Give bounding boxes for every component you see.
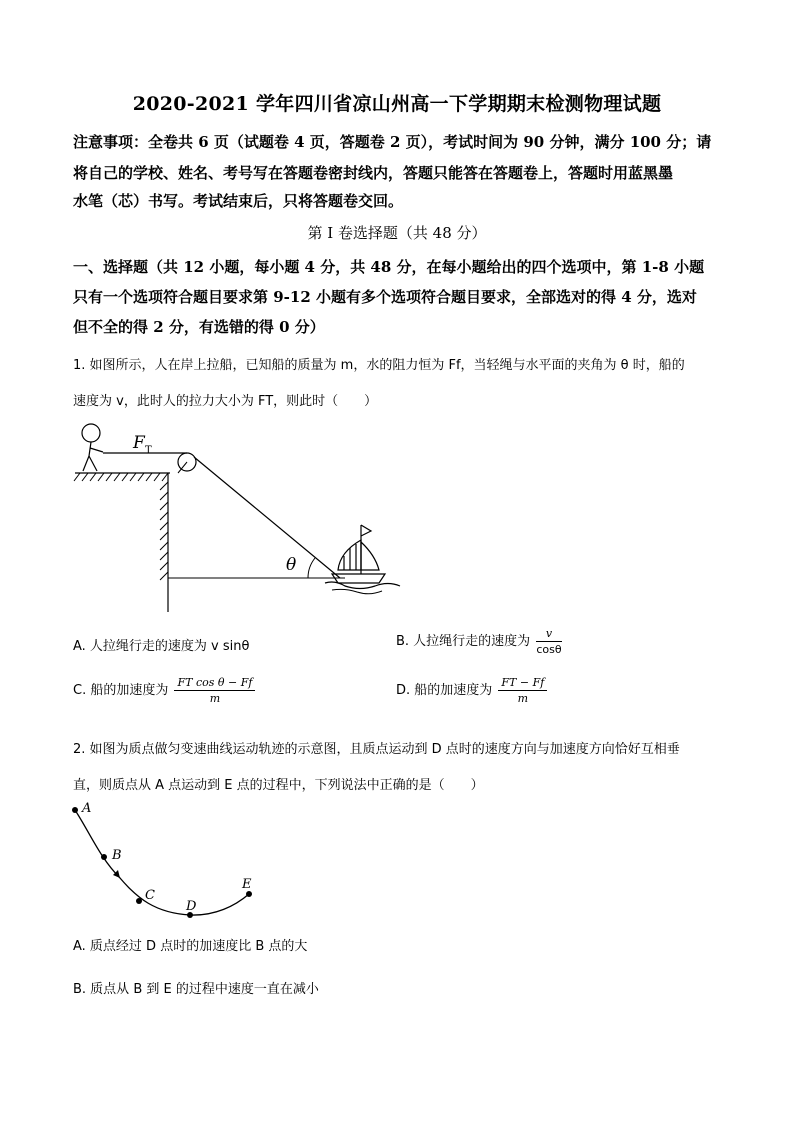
- question-1-option-a: A. 人拉绳行走的速度为 v sinθ: [73, 639, 250, 654]
- option-c-numerator: FT cos θ − Ff: [174, 676, 255, 691]
- question-1-option-b: [396, 627, 562, 656]
- point-d-label: D: [186, 899, 197, 914]
- option-d-fraction: [498, 676, 547, 705]
- point-b-label: B: [112, 848, 122, 863]
- point-a-label: A: [82, 801, 92, 816]
- person-body: [83, 442, 103, 471]
- question-2-stem-line-2: 直，则质点从 A 点运动到 E 点的过程中，下列说法中正确的是（ ）: [73, 778, 484, 793]
- point-e-label: E: [242, 877, 252, 892]
- force-label: F: [133, 433, 145, 453]
- part1-instructions-line-1: 一、选择题（共 12 小题，每小题 4 分，共 48 分，在每小题给出的四个选项中，第 1-8 小题: [73, 258, 705, 276]
- question-1-option-c: [73, 676, 255, 705]
- part1-instructions-line-3: 但不全的得 2 分，有选错的得 0 分）: [73, 318, 325, 336]
- notice-line-3: 水笔（芯）书写。考试结束后，只将答题卷交回。: [73, 192, 404, 210]
- option-c-fraction: [174, 676, 255, 705]
- notice-line-1: 注意事项：全卷共 6 页（试题卷 4 页，答题卷 2 页），考试时间为 90 分钟，满分 100 分；请: [73, 133, 712, 151]
- option-b-fraction: [536, 627, 561, 656]
- force-label-subscript: T: [145, 445, 152, 456]
- bank-hatch: [74, 473, 168, 481]
- point-c-label: C: [145, 888, 155, 903]
- question-1-stem-line-1: 1. 如图所示，人在岸上拉船，已知船的质量为 m，水的阻力恒为 Ff，当轻绳与水平面的夹角为 θ 时，船的: [73, 358, 685, 373]
- person-head: [82, 424, 100, 442]
- question-2-option-a: A. 质点经过 D 点时的加速度比 B 点的大: [73, 939, 308, 954]
- option-b-numerator: v: [536, 627, 561, 642]
- option-d-prefix: D. 船的加速度为: [396, 683, 493, 698]
- point-c-dot: [136, 898, 142, 904]
- option-c-denominator: m: [209, 692, 221, 705]
- question-1-stem-line-2: 速度为 v，此时人的拉力大小为 FT，则此时（ ）: [73, 394, 378, 409]
- question-2-figure: [65, 798, 265, 923]
- option-b-prefix: B. 人拉绳行走的速度为: [396, 634, 531, 649]
- option-c-prefix: C. 船的加速度为: [73, 683, 169, 698]
- option-b-denominator: cosθ: [536, 643, 562, 656]
- boat: [332, 525, 385, 583]
- rope-slanted: [194, 457, 340, 578]
- point-a-dot: [72, 807, 78, 813]
- question-1-figure: [70, 420, 410, 620]
- point-b-dot: [101, 854, 107, 860]
- trajectory-curve: [75, 810, 249, 915]
- question-2-option-b: B. 质点从 B 到 E 的过程中速度一直在减小: [73, 982, 319, 997]
- wall-hatch: [160, 482, 168, 580]
- question-2-stem-line-1: 2. 如图为质点做匀变速曲线运动轨迹的示意图，且质点运动到 D 点时的速度方向与加速度方向恰好互相垂: [73, 742, 680, 757]
- question-1-option-d: [396, 676, 547, 705]
- notice-line-2: 将自己的学校、姓名、考号写在答题卷密封线内，答题只能答在答题卷上，答题时用蓝黑墨: [73, 164, 674, 182]
- section-title: 第 I 卷选择题（共 48 分）: [307, 224, 487, 242]
- angle-label: θ: [286, 555, 297, 575]
- part1-instructions-line-2: 只有一个选项符合题目要求第 9-12 小题有多个选项符合题目要求，全部选对的得 4 分，选对: [73, 288, 697, 306]
- option-d-numerator: FT − Ff: [498, 676, 547, 691]
- water-wave-2: [332, 589, 382, 593]
- angle-arc: [308, 558, 315, 578]
- option-d-denominator: m: [517, 692, 529, 705]
- page-title: 2020-2021 学年四川省凉山州高一下学期期末检测物理试题: [132, 93, 662, 115]
